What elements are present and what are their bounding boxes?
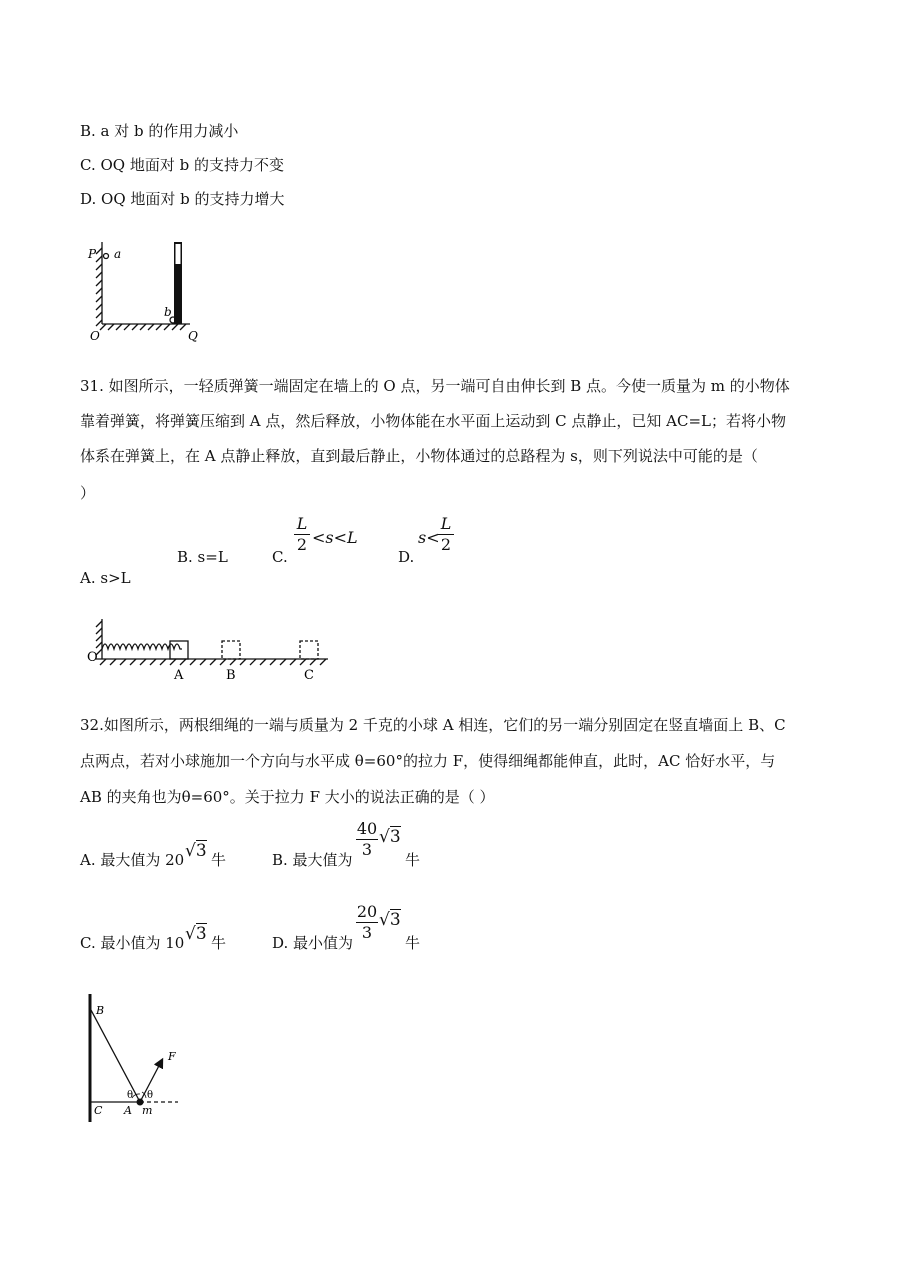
q30-rod-highlight bbox=[176, 244, 181, 264]
q32-label-theta-left: θ bbox=[127, 1090, 134, 1101]
q30-label-o: O bbox=[90, 329, 100, 343]
sqrt-icon: √ bbox=[185, 924, 196, 944]
q32-option-b-sqrt bbox=[379, 827, 401, 847]
q32-option-a-sqrt bbox=[185, 841, 207, 861]
q30-label-q: Q bbox=[188, 329, 198, 343]
q31-block-b-dashed bbox=[222, 641, 240, 659]
q32-label-m: m bbox=[142, 1104, 153, 1117]
q31-block-a bbox=[170, 641, 188, 659]
q31-option-d-denominator: 2 bbox=[440, 535, 452, 554]
q32-label-b: B bbox=[96, 1004, 105, 1017]
q32-option-c-unit: 牛 bbox=[211, 934, 227, 952]
q32-option-d-prefix: D. 最小值为 bbox=[272, 934, 354, 952]
q32-angle-arc-left bbox=[132, 1094, 140, 1098]
q32-option-c-radicand: 3 bbox=[195, 924, 207, 944]
q30-option-b: B. a 对 b 的作用力减小 bbox=[80, 122, 239, 140]
q32-option-b-radicand: 3 bbox=[389, 827, 401, 847]
q32-stem-line-1: 32.如图所示，两根细绳的一端与质量为 2 千克的小球 A 相连，它们的另一端分别固定在竖直墙面上 B、C bbox=[80, 716, 786, 734]
q30-label-p: P bbox=[88, 247, 97, 261]
q30-option-d: D. OQ 地面对 b 的支持力增大 bbox=[80, 190, 285, 208]
q32-option-d-fraction bbox=[356, 903, 378, 942]
q32-option-b-denominator: 3 bbox=[361, 840, 373, 859]
q31-stem-line-4: ） bbox=[80, 484, 96, 502]
q31-ground-hatching bbox=[100, 659, 326, 665]
q32-label-theta-right: θ bbox=[147, 1090, 154, 1101]
q31-option-d-lhs: s< bbox=[418, 528, 440, 547]
q30-ball-a bbox=[104, 254, 109, 259]
q30-figure bbox=[80, 236, 220, 348]
q31-label-c: C bbox=[304, 668, 314, 683]
q32-option-a-unit: 牛 bbox=[211, 851, 227, 869]
q32-string-ab bbox=[91, 1010, 140, 1102]
q32-option-a-prefix: A. 最大值为 20 bbox=[80, 851, 185, 869]
q31-stem-line-3: 体系在弹簧上，在 A 点静止释放，直到最后静止，小物体通过的总路程为 s，则下列说法中可能的是（ bbox=[80, 447, 758, 465]
q31-option-d-prefix: D. bbox=[398, 548, 415, 566]
q32-option-c-sqrt bbox=[185, 924, 207, 944]
q31-figure bbox=[84, 615, 334, 687]
sqrt-icon: √ bbox=[185, 841, 196, 861]
q30-ground-hatching bbox=[100, 324, 186, 330]
q31-option-c-fraction bbox=[294, 515, 310, 554]
q32-stem-line-3: AB 的夹角也为θ=60°。关于拉力 F 大小的说法正确的是（ ） bbox=[80, 788, 495, 806]
q30-label-a: a bbox=[114, 247, 122, 261]
q31-option-a: A. s>L bbox=[80, 569, 131, 587]
q32-label-a: A bbox=[124, 1104, 132, 1117]
q30-wall-hatching bbox=[96, 248, 102, 326]
q31-option-c-denominator: 2 bbox=[296, 535, 308, 554]
q30-option-c: C. OQ 地面对 b 的支持力不变 bbox=[80, 156, 284, 174]
q31-option-d-fraction bbox=[438, 515, 454, 554]
q32-option-b-numerator: 40 bbox=[356, 819, 378, 838]
q32-option-b-fraction bbox=[356, 820, 378, 859]
sqrt-icon: √ bbox=[379, 910, 390, 930]
q32-option-d-numerator: 20 bbox=[356, 902, 378, 921]
q32-stem-line-2: 点两点，若对小球施加一个方向与水平成 θ=60°的拉力 F，使得细绳都能伸直，此时，AC 恰好水平，与 bbox=[80, 752, 776, 770]
q31-label-o: O bbox=[87, 650, 98, 665]
q31-block-c-dashed bbox=[300, 641, 318, 659]
q32-option-d-unit: 牛 bbox=[405, 934, 421, 952]
q32-figure bbox=[84, 990, 194, 1130]
q31-label-b: B bbox=[226, 668, 236, 683]
q31-option-d-numerator: L bbox=[440, 514, 452, 533]
q32-option-d-sqrt bbox=[379, 910, 401, 930]
q31-option-c-inequality: <s<L bbox=[312, 528, 358, 547]
q32-option-d-radicand: 3 bbox=[389, 910, 401, 930]
q32-label-c: C bbox=[94, 1104, 103, 1117]
q31-stem-line-1: 31. 如图所示，一轻质弹簧一端固定在墙上的 O 点，另一端可自由伸长到 B 点。今使一质量为 m 的小物体 bbox=[80, 377, 790, 395]
q31-option-c-numerator: L bbox=[296, 514, 308, 533]
q31-option-b: B. s=L bbox=[177, 548, 228, 566]
q30-label-b: b bbox=[164, 305, 172, 319]
q32-option-a-radicand: 3 bbox=[195, 841, 207, 861]
q32-option-b-unit: 牛 bbox=[405, 851, 421, 869]
q32-label-f: F bbox=[168, 1050, 176, 1063]
q31-stem-line-2: 靠着弹簧，将弹簧压缩到 A 点，然后释放，小物体能在水平面上运动到 C 点静止，已知 AC=L；若将小物 bbox=[80, 412, 786, 430]
q31-label-a: A bbox=[174, 668, 184, 683]
q32-option-c-prefix: C. 最小值为 10 bbox=[80, 934, 185, 952]
sqrt-icon: √ bbox=[379, 827, 390, 847]
q32-option-d-denominator: 3 bbox=[361, 923, 373, 942]
q32-option-b-prefix: B. 最大值为 bbox=[272, 851, 353, 869]
q31-option-c-prefix: C. bbox=[272, 548, 288, 566]
